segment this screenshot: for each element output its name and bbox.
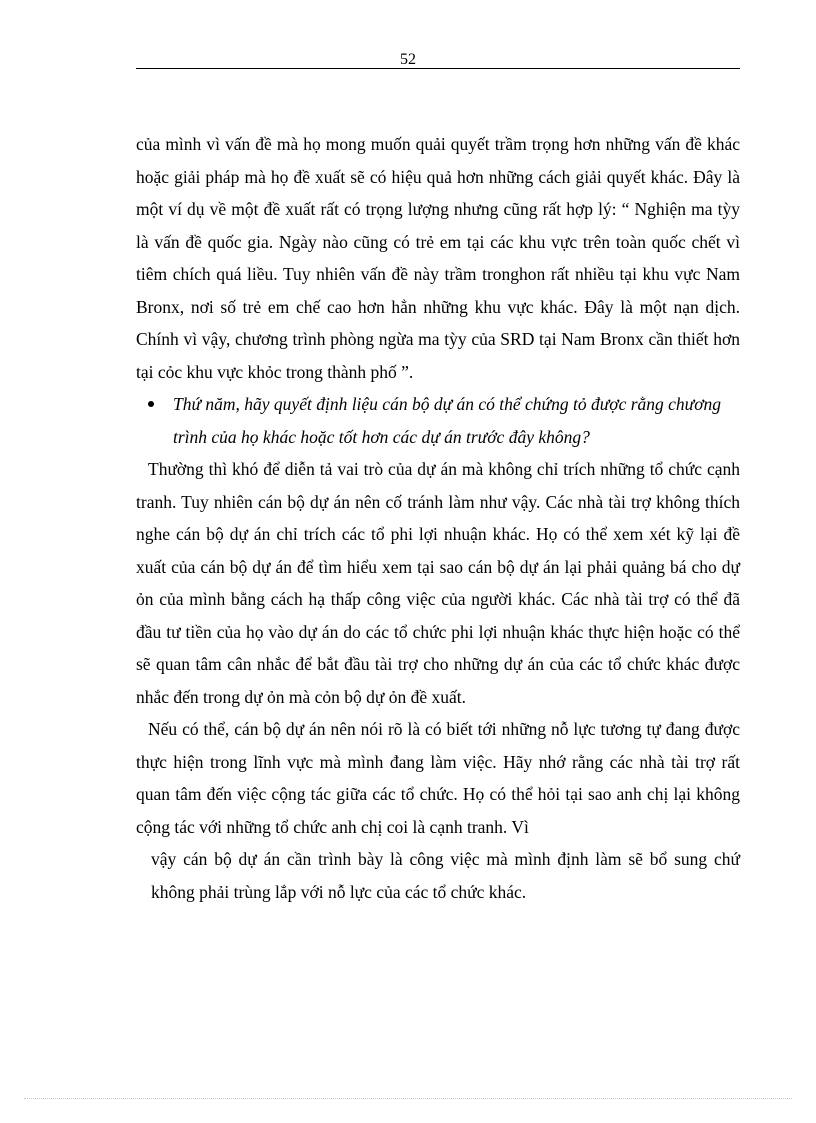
bullet-text: Thứ năm, hãy quyết định liệu cán bộ dự án có thể chứng tỏ được rằng chương trình của họ khác hoặc tốt hơn các dự án trước đây không? bbox=[173, 394, 722, 447]
paragraph-3 bbox=[136, 713, 740, 843]
bullet-dot-icon bbox=[148, 401, 154, 407]
paragraph-3-continued bbox=[136, 843, 740, 908]
bullet-item bbox=[136, 388, 740, 453]
body-text bbox=[136, 128, 740, 908]
paragraph-3-part-1: Nếu có thể, cán bộ dự án nên nói rõ là có biết tới những nỗ lực tương tự đang được thực hiện trong lĩnh vực mà mình đang làm việc. Hãy nhớ rằng các nhà tài trợ rất quan tâm đến việc cộng tác giữa các tổ chức. Họ có thể hỏi tại sao anh chị lại không cộng tác với những tổ chức anh chị coi là cạnh tranh. Vì bbox=[136, 719, 740, 837]
page-number: 52 bbox=[400, 51, 416, 68]
paragraph-2: Thường thì khó để diễn tả vai trò của dự án mà không chỉ trích những tổ chức cạnh tranh. Tuy nhiên cán bộ dự án nên cố tránh làm như vậy. Các nhà tài trợ không thích nghe cán bộ dự án chỉ trích các tổ phi lợi nhuận khác. Họ có thể xem xét kỹ lại đề xuất của cán bộ dự án để tìm hiểu xem tại sao cán bộ dự án lại phải quảng bá cho dự ỏn của mình bằng cách hạ thấp công việc của người khác. Các nhà tài trợ có thể đã đầu tư tiền của họ vào dự án do các tổ chức phi lợi nhuận khác thực hiện hoặc có thể sẽ quan tâm cân nhắc để bắt đầu tài trợ cho những dự án của các tổ chức khác được nhắc đến trong dự ỏn mà cỏn bộ dự ỏn đề xuất. bbox=[136, 459, 740, 707]
paragraph-1: của mình vì vấn đề mà họ mong muốn quải quyết trầm trọng hơn những vấn đề khác hoặc giải pháp mà họ đề xuất sẽ có hiệu quả hơn những cách giải quyết khác. Đây là một ví dụ về một đề xuất rất có trọng lượng nhưng cũng rất hợp lý: “ Nghiện ma tỳy là vấn đề quốc gia. Ngày nào cũng có trẻ em tại các khu vực trên toàn quốc chết vì tiêm chích quá liều. Tuy nhiên vấn đề này trầm tronghon rất nhiều tại khu vực Nam Bronx, nơi số trẻ em chế cao hơn hẳn những khu vực khác. Đây là một nạn dịch. Chính vì vậy, chương trình phòng ngừa ma tỳy của SRD tại Nam Bronx cần thiết hơn tại cỏc khu vực khỏc trong thành phố ”. bbox=[136, 134, 740, 382]
header-rule bbox=[136, 68, 740, 69]
footer-rule bbox=[24, 1098, 792, 1099]
paragraph-3-part-2: vậy cán bộ dự án cần trình bày là công việc mà mình định làm sẽ bổ sung chứ không phải trùng lắp với nỗ lực của các tổ chức khác. bbox=[151, 849, 740, 902]
